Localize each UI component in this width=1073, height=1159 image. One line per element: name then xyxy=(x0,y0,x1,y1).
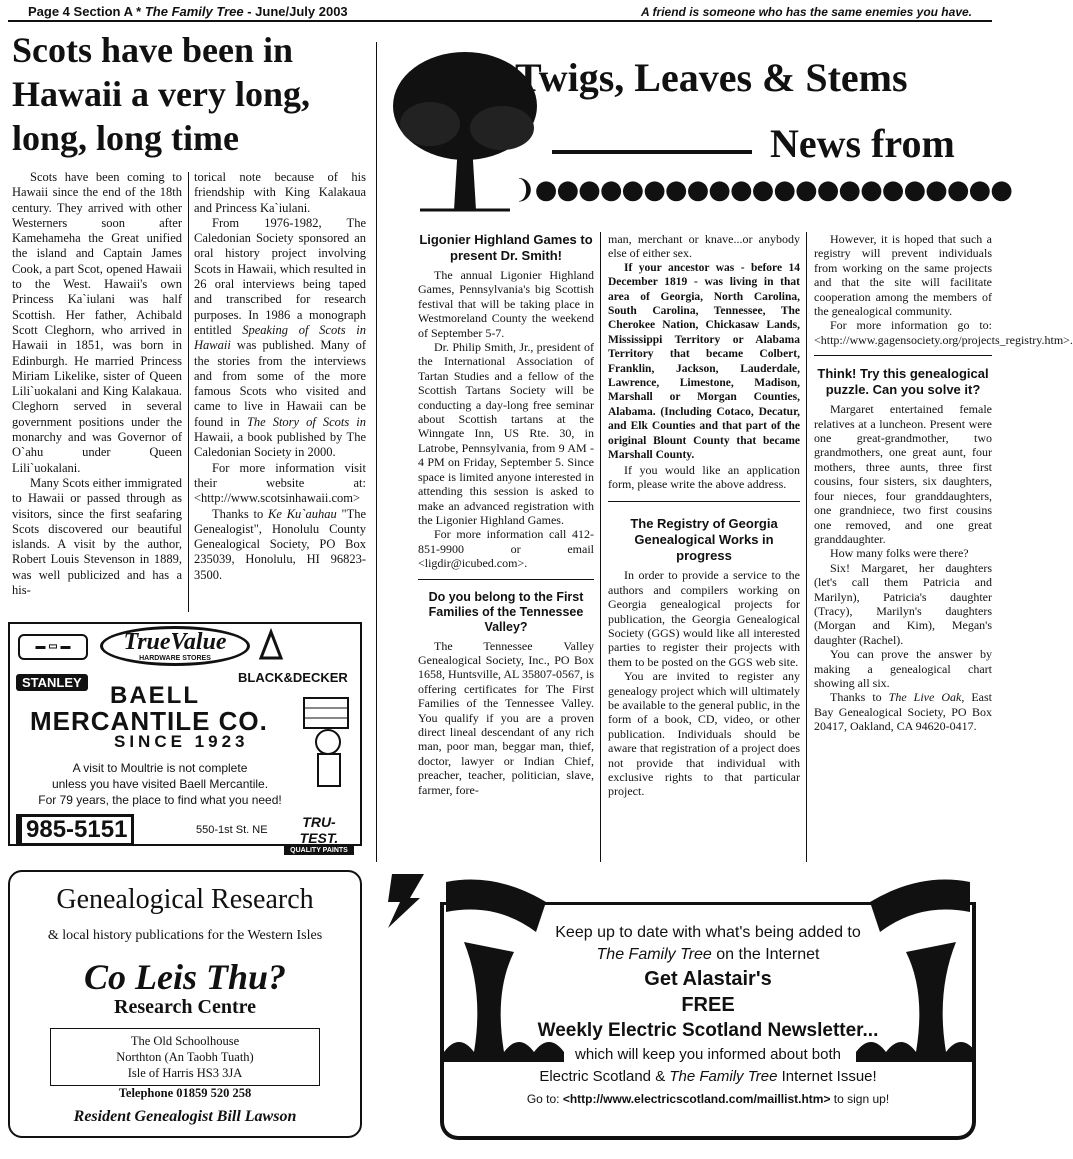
issue-date: - June/July 2003 xyxy=(247,4,348,19)
article-paragraph: From 1976-1982, The Caledonian Society sponsored an oral history project involving Scots in Hawaii, which resulted in 26 oral interviews being taped and transcribed for research purposes. In 1986 a monograph entitled Speaking of Scots in Hawaii was published. Many of the stories from the interviews and from some of the more famous Scots who visited and came to live in Hawaii can be found in The Story of Scots in Hawaii, a book published by The Caledonian Society in 2000. xyxy=(194,215,366,460)
ad-resident: Resident Genealogist Bill Lawson xyxy=(73,1108,297,1125)
hawaii-article-col2 xyxy=(194,170,366,583)
article-paragraph: However, it is hoped that such a registry will prevent individuals from working on the same projects and that the site will facilitate cooperation among the members of the genealogical community. xyxy=(814,232,992,319)
page-number: Page 4 xyxy=(28,4,70,19)
header-quote: A friend is someone who has the same enemies you have. xyxy=(641,5,972,19)
ligonier-article xyxy=(418,232,594,797)
hawaii-article-title xyxy=(12,28,382,160)
news-header-line2: News from xyxy=(770,121,955,166)
hawaii-article-col1 xyxy=(12,170,182,598)
column-divider xyxy=(806,232,807,862)
page-header xyxy=(8,2,992,22)
article-paragraph: You can prove the answer by making a genealogical chart showing all six. xyxy=(814,647,992,690)
truevalue-logo: TrueValue HARDWARE STORES xyxy=(100,626,250,666)
tennessee-continued xyxy=(608,232,800,799)
article-paragraph: If you would like an application form, please write the above address. xyxy=(608,462,800,491)
store-name-line2: MERCANTILE CO. xyxy=(30,706,268,736)
ad-text: Keep up to date with what's being added to The Family Tree on the Internet Get Alastair's FREE Weekly Electric Scotland Newsletter... which will keep you informed about both Electric Scotland & The Family Tree Internet Issue! Go to: <http://www.electricscotland.com/maillist.htm> to sign up! xyxy=(526,924,890,1106)
article-paragraph: How many folks were there? xyxy=(830,546,969,561)
store-address: 550-1st St. NE xyxy=(196,824,268,836)
store-phone: 985-5151 xyxy=(16,814,134,846)
section-label: Section A * xyxy=(73,4,142,19)
article-paragraph: For more information call 412-851-9900 or email <ligdir@icubed.com>. xyxy=(418,527,594,571)
article-paragraph: torical note because of his friendship with King Kalakaua and Princess Ka`iulani. xyxy=(194,170,366,215)
article-paragraph: For more information go to: <http://www.gagensociety.org/projects_registry.htm>. xyxy=(814,318,1073,347)
title-line: Hawaii a very long, xyxy=(12,74,310,114)
article-paragraph: man, merchant or knave...or anybody else of either sex. xyxy=(608,232,800,261)
article-paragraph: Thanks to The Live Oak, East Bay Genealogical Society, PO Box 20417, Oakland, CA 94620-0417. xyxy=(814,690,992,734)
column-divider xyxy=(188,172,189,612)
article-paragraph: If your ancestor was - before 14 December 1819 - was living in that area of Georgia, North Carolina, South Carolina, Tennessee, The Cherokee Nation, Chickasaw Lands, Mississippi Territory or Alabama Territory that became Colbert, Franklin, Jackson, Lauderdale, Lawrence, Limestone, Madison, Marshall or Morgan Counties, Alabama. (Including Cotaco, Decatur, and Elk Counties and that part of the original Blount County that became Marshall County. xyxy=(608,261,800,462)
article-paragraph: Margaret entertained female relatives at a luncheon. Present were one great-grandmother, two grandmothers, one great aunt, four mothers, three aunts, three first cousins, four sisters, six daughters, four nieces, four granddaughters, one grandniece, two first cousins one removed, and one great granddaughter. xyxy=(814,402,992,546)
article-paragraph: You are invited to register any genealogy project which will ultimately be available to the general public, in the form of a book, CD, video, or other publication. Individuals should be aware that registration of a project does not provide that individual with exclusive rights to that particular project. xyxy=(608,669,800,799)
genealogical-research-ad xyxy=(8,870,362,1138)
lightning-icon xyxy=(380,872,432,952)
store-name-line1: BAELL xyxy=(110,682,200,709)
page-column-divider xyxy=(376,42,377,862)
article-paragraph: In order to provide a service to the authors and compilers working on Georgia genealogical projects for publication, the Georgia Genealogical Society (GGS) would like all interested parties to register their projects with them to be posted on the GGS web site. xyxy=(608,568,800,669)
registry-heading: The Registry of Georgia Genealogical Works in progress xyxy=(630,516,778,564)
article-paragraph: For more information visit their website at: <http://www.scotsinhawaii.com> xyxy=(194,460,366,506)
title-line: long, long time xyxy=(12,118,240,158)
header-left xyxy=(28,4,348,19)
newsletter-link[interactable]: <http://www.electricscotland.com/maillist.htm> xyxy=(562,1092,831,1106)
article-paragraph: Scots have been coming to Hawaii since the end of the 18th century. They arrived with other Westerners soon after Kamehameha the Great unified the island and Captain James Cook, a part Scot, opened Hawaii to the West. Hawaii's own Princess Ka`iulani was half Scottish. Her father, Achibald Scott Cleghorn, who arrived in Hawaii in 1851, was born in Edinburgh. He married Princess Miriam Likelike, sister of Queen Lili`uokalani and King Kalakaua. Cleghorn served in several government positions under the monarchy and was Governor of O`ahu under Queen Lili`uokalani. xyxy=(12,170,182,475)
ad-title: Genealogical Research xyxy=(56,884,314,915)
monograph-title: Speaking of Scots in Hawaii xyxy=(194,322,366,353)
ad-script-name: Co Leis Thu? xyxy=(83,957,287,997)
ligonier-heading: Ligonier Highland Games to present Dr. Smith! xyxy=(419,232,593,263)
puzzle-heading: Think! Try this genealogical puzzle. Can you solve it? xyxy=(817,366,989,398)
article-paragraph: The Tennessee Valley Genealogical Society, Inc., PO Box 1658, Huntsville, AL 35807-0567, is offering certificates for The First Families of the Tennessee Valley. You qualify if you are a proven direct lineal descendant of any rich man, poor man, beggar man, thief, doctor, lawyer or Indian Chief, preacher, teacher, politician, slave, farmer, fore- xyxy=(418,638,594,797)
stanley-logo: STANLEY xyxy=(16,674,88,691)
title-line: Scots have been in xyxy=(12,30,294,70)
ad-centre: Research Centre xyxy=(114,996,256,1018)
news-header-line1: Twigs, Leaves & Stems xyxy=(515,55,908,100)
registry-continued xyxy=(814,232,1073,734)
since-year: SINCE 1923 xyxy=(114,732,249,751)
baell-mercantile-ad xyxy=(8,622,362,854)
ad-address-box: The Old Schoolhouse Northton (An Taobh Tuath) Isle of Harris HS3 3JA xyxy=(50,1028,320,1086)
article-paragraph: Six! Margaret, her daughters (let's call them Patricia and Marilyn), Patricia's daughter (Tracy), Marilyn's daughters (Morgan and Kim), Megan's daughter (Rachel). xyxy=(814,560,992,647)
electric-scotland-ad xyxy=(380,872,990,1144)
ad-subtitle: & local history publications for the Western Isles xyxy=(47,928,323,943)
article-paragraph: Many Scots either immigrated to Hawaii or passed through as visitors, since the first seafaring Scots discovered our beautiful islands. A visit by the author, Robert Louis Stevenson in 1889, was well publicized and has a his- xyxy=(12,475,182,598)
ad-tagline: A visit to Moultrie is not complete unless you have visited Baell Mercantile. For 79 years, the place to find what you need! xyxy=(38,761,282,807)
publication-name: The Family Tree xyxy=(144,4,244,19)
header-rule xyxy=(552,150,752,154)
article-paragraph: Dr. Philip Smith, Jr., president of the International Association of Tartan Studies and a fellow of the Scottish Tartans Society will be conducting a day-long free seminar about Scottish tartans at the Winngate Inn, US Rte. 30, in Latrobe, Pennsylvania, from 9 AM - 4 PM on Friday, September 5. Since space is limited anyone interested in attending this session is asked to make an advanced registration with the Ligonier Highland Games. xyxy=(418,340,594,527)
article-paragraph: The annual Ligonier Highland Games, Pennsylvania's big Scottish festival that will be taking place in Westmoreland County the weekend of September 5-7. xyxy=(418,268,594,340)
column-divider xyxy=(600,232,601,862)
card-logos-icon: ▬ ▭ ▬ xyxy=(18,634,88,660)
article-paragraph: Thanks to Ke Ku`auhau "The Genealogist", Honolulu County Genealogical Society, PO Box 235039, Honolulu, HI 96823-3500. xyxy=(194,506,366,582)
hardware-icon xyxy=(258,630,284,660)
book-title: The Story of Scots in xyxy=(246,414,366,429)
tennessee-heading: Do you belong to the First Families of the Tennessee Valley? xyxy=(428,589,584,634)
ad-phone: Telephone 01859 520 258 xyxy=(118,1086,252,1100)
black-decker-logo: BLACK&DECKER xyxy=(238,670,348,685)
dot-divider: ❩●●●●●●●●●●●●●●●●●●●●●● xyxy=(514,175,1012,205)
tru-test-logo: TRU-TEST. QUALITY PAINTS xyxy=(284,814,354,855)
